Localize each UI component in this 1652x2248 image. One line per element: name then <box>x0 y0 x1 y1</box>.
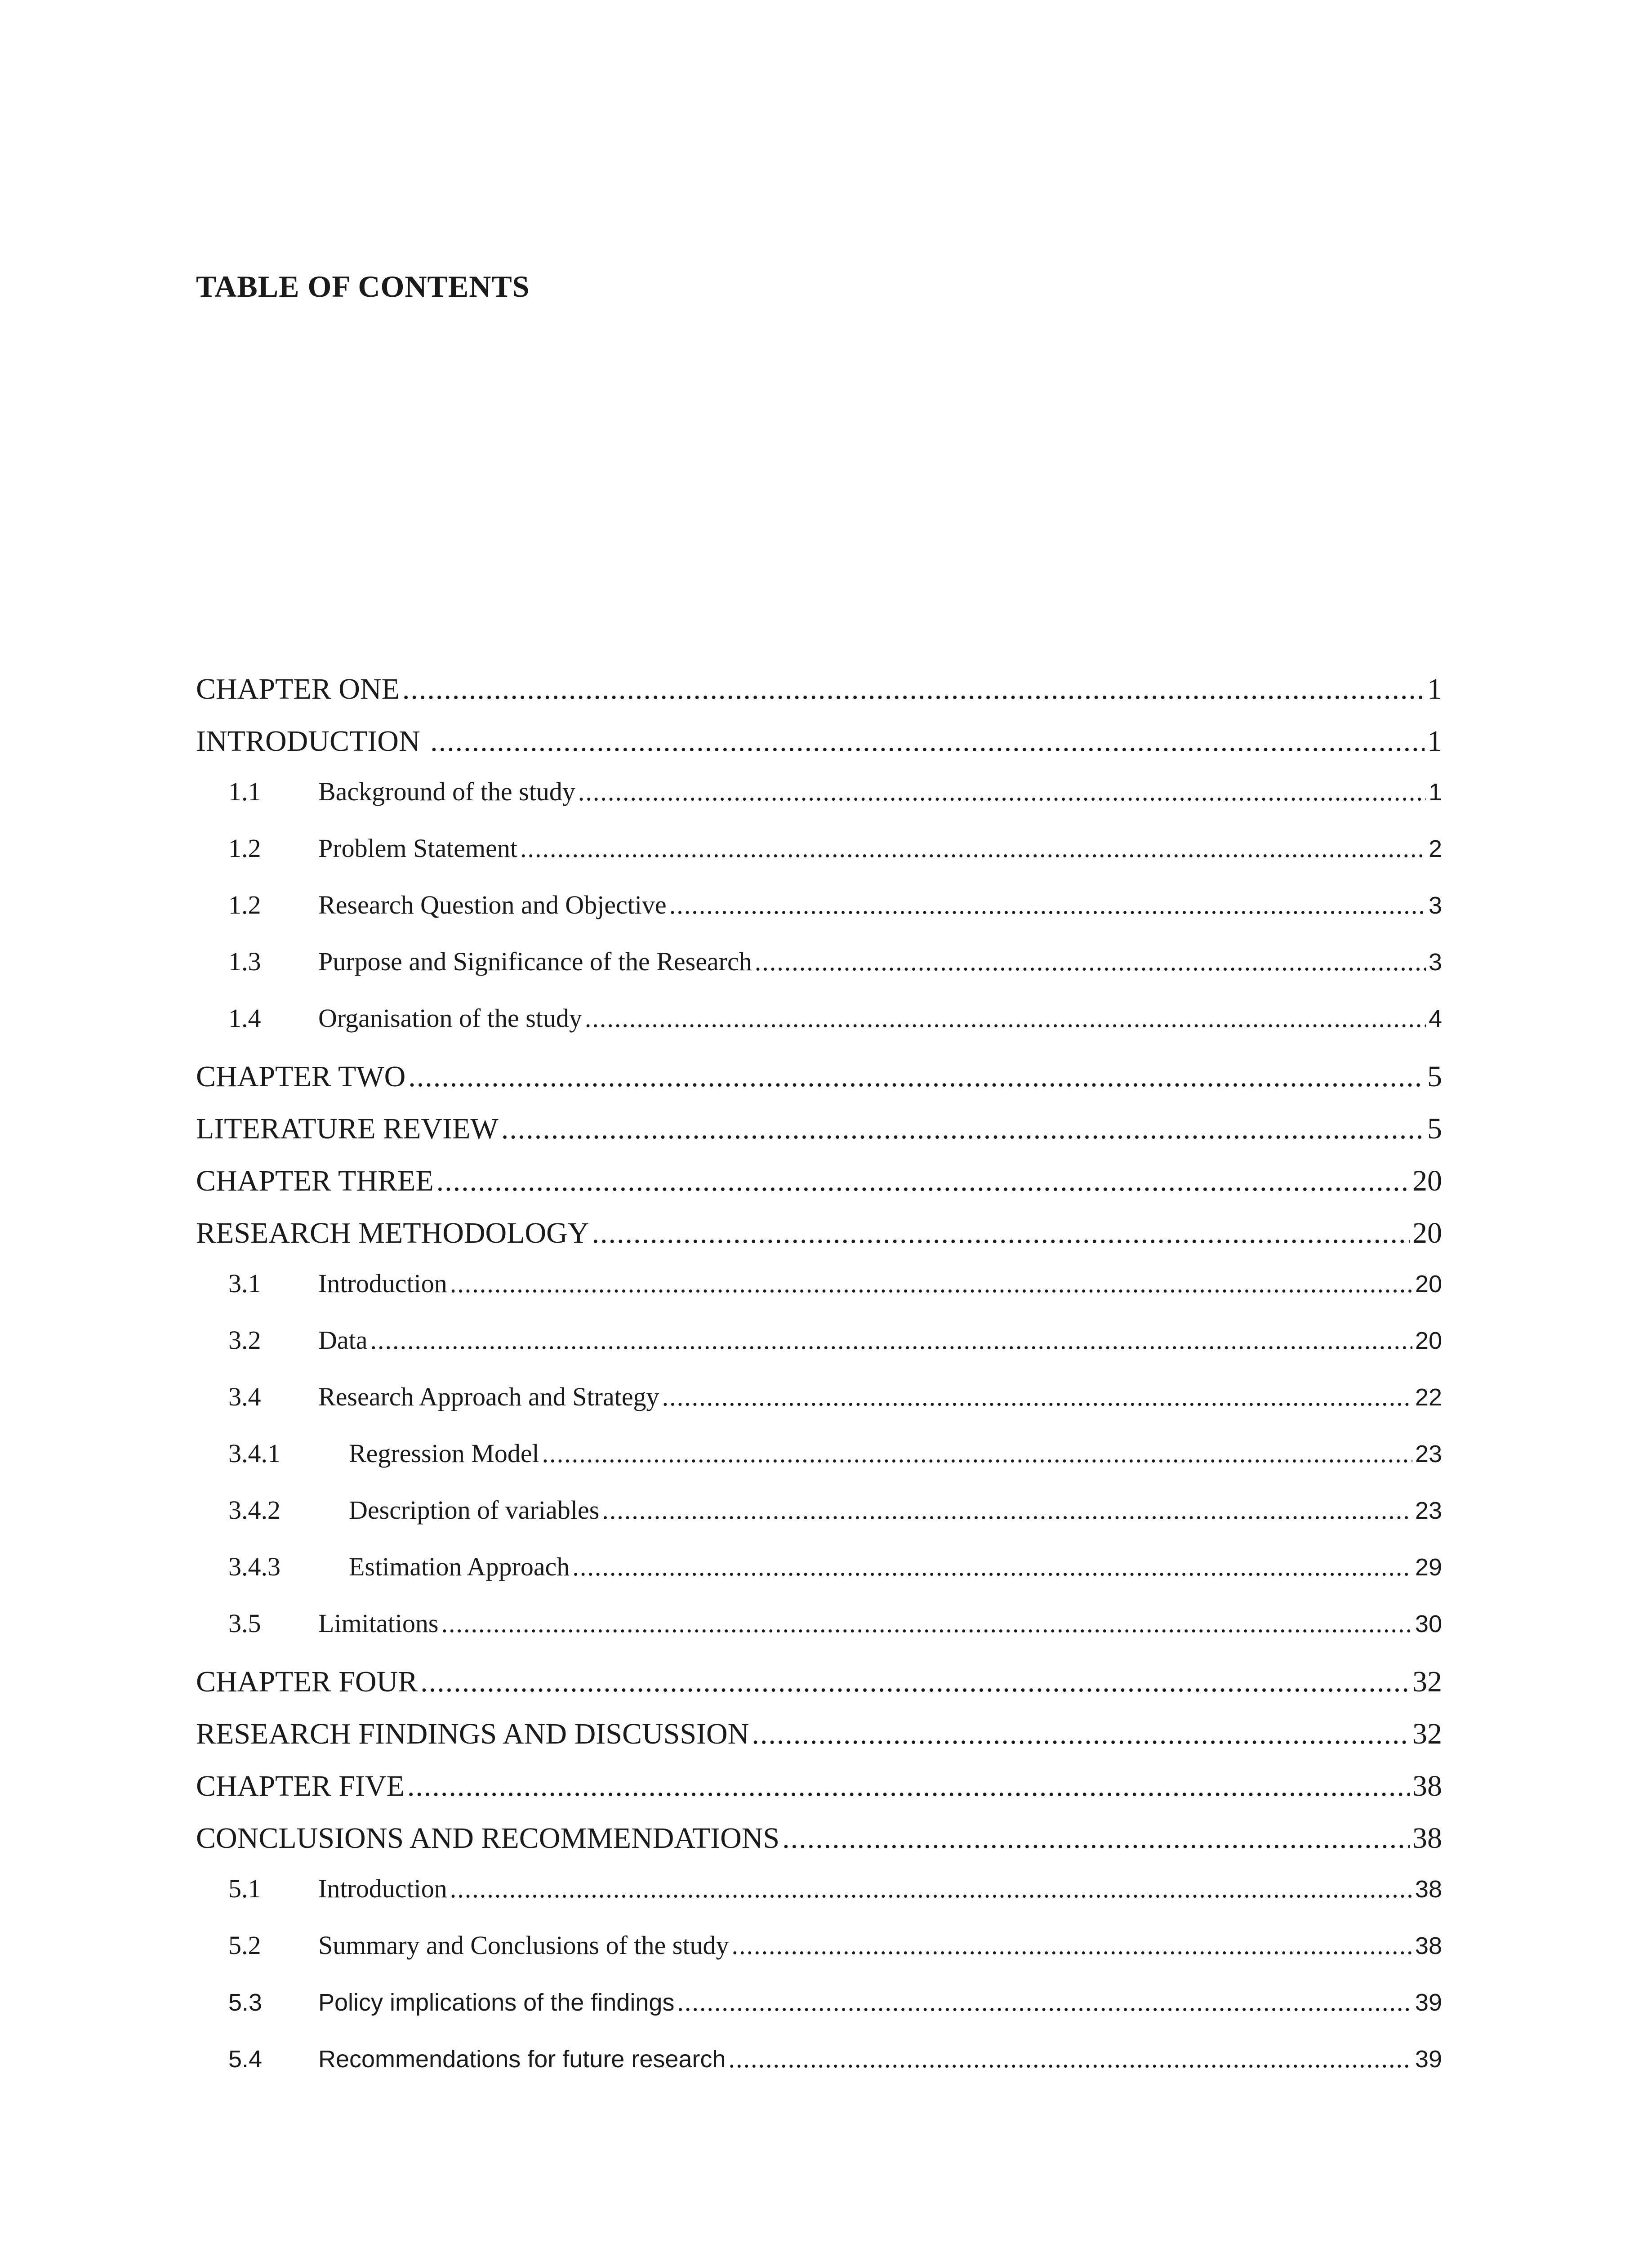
toc-entry-number: 3.4 <box>228 1382 261 1411</box>
dot-leader <box>370 1325 1412 1355</box>
dot-leader <box>542 1438 1412 1468</box>
dot-leader <box>407 1769 1410 1803</box>
toc-entry-page-number: 38 <box>1415 1876 1442 1903</box>
toc-entry-label: RESEARCH FINDINGS AND DISCUSSION <box>196 1717 749 1750</box>
page-title: TABLE OF CONTENTS <box>196 269 530 303</box>
toc-entry-page-number: 38 <box>1415 1932 1442 1959</box>
toc-entry-page-number: 23 <box>1415 1497 1442 1524</box>
toc-entry-label: Introduction <box>318 1269 447 1298</box>
toc-entry <box>196 1268 1442 1325</box>
toc-entry-page-number: 5 <box>1427 1112 1442 1145</box>
dot-leader <box>752 1717 1410 1751</box>
toc-entry-label: Data <box>318 1325 368 1355</box>
toc-entry-label: Purpose and Significance of the Research <box>318 947 752 976</box>
toc-entry <box>196 1438 1442 1495</box>
toc-entry <box>196 724 1442 776</box>
toc-entry-label: CONCLUSIONS AND RECOMMENDATIONS <box>196 1822 780 1855</box>
toc-entry-number: 5.1 <box>228 1874 261 1903</box>
toc-entry <box>196 1873 1442 1930</box>
toc-entry-page-number: 32 <box>1412 1665 1442 1698</box>
toc-entry-number: 1.3 <box>228 947 261 976</box>
toc-entry-label: Regression Model <box>349 1439 539 1468</box>
toc-entry-page-number: 39 <box>1415 2046 1442 2073</box>
toc-entry <box>196 1930 1442 1987</box>
toc-entry-number: 1.2 <box>228 890 261 919</box>
toc-entry-page-number: 1 <box>1428 779 1442 806</box>
toc-entry-number: 3.1 <box>228 1269 261 1298</box>
toc-entry-number: 5.2 <box>228 1931 261 1960</box>
toc-entry-label: Recommendations for future research <box>318 2046 726 2073</box>
toc-entry <box>196 1552 1442 1608</box>
dot-leader <box>430 724 1425 758</box>
toc-entry-page-number: 1 <box>1427 673 1442 705</box>
dot-leader <box>501 1112 1425 1146</box>
toc-entry-label: CHAPTER THREE <box>196 1164 434 1197</box>
dot-leader <box>585 1003 1426 1033</box>
toc-entry-number: 1.1 <box>228 777 261 806</box>
toc-entry-number: 1.2 <box>228 834 261 863</box>
dot-leader <box>662 1382 1412 1412</box>
toc-entry-label: Problem Statement <box>318 834 517 863</box>
toc-entry-page-number: 2 <box>1428 835 1442 862</box>
dot-leader <box>677 1987 1412 2017</box>
toc-entry <box>196 1769 1442 1821</box>
dot-leader <box>669 890 1426 920</box>
dot-leader <box>450 1873 1412 1904</box>
toc-entry <box>196 1495 1442 1552</box>
toc-entry-page-number: 4 <box>1428 1005 1442 1032</box>
dot-leader <box>578 776 1426 807</box>
toc-entry-label: LITERATURE REVIEW <box>196 1112 499 1145</box>
dot-leader <box>450 1268 1412 1298</box>
toc-entry-number: 5.4 <box>228 2046 263 2073</box>
dot-leader <box>592 1216 1410 1250</box>
toc-entry <box>196 672 1442 724</box>
toc-entry <box>196 833 1442 890</box>
toc-entry-number: 3.2 <box>228 1325 261 1355</box>
toc-entry <box>196 1821 1442 1873</box>
toc-entry-label: Organisation of the study <box>318 1004 582 1033</box>
toc-entry-label: Estimation Approach <box>349 1552 570 1581</box>
toc-entry-label: Research Question and Objective <box>318 890 667 919</box>
toc-entry-page-number: 5 <box>1427 1060 1442 1093</box>
toc-entry-page-number: 29 <box>1415 1554 1442 1581</box>
dot-leader <box>782 1821 1410 1855</box>
toc-entry-page-number: 1 <box>1427 725 1442 758</box>
toc-entry <box>196 2043 1442 2100</box>
toc-entry <box>196 1717 1442 1769</box>
toc-entry <box>196 1608 1442 1665</box>
toc-entry <box>196 1325 1442 1382</box>
toc-entry-label: Description of variables <box>349 1495 600 1525</box>
toc-entry-label: INTRODUCTION <box>196 725 428 758</box>
toc-entry-page-number: 20 <box>1415 1327 1442 1354</box>
toc-entry-label: Limitations <box>318 1609 439 1638</box>
toc-entry <box>196 890 1442 946</box>
toc-entry-label: CHAPTER TWO <box>196 1060 406 1093</box>
toc-entry <box>196 1112 1442 1164</box>
toc-entry <box>196 1665 1442 1717</box>
toc-entry-page-number: 20 <box>1412 1164 1442 1197</box>
toc-entry-label: CHAPTER FIVE <box>196 1770 405 1802</box>
dot-leader <box>602 1495 1412 1525</box>
toc-entry-number: 3.5 <box>228 1609 261 1638</box>
toc-entry-page-number: 38 <box>1412 1822 1442 1855</box>
toc-list <box>196 672 1442 2100</box>
toc-entry-number: 1.4 <box>228 1004 261 1033</box>
toc-entry-label: Introduction <box>318 1874 447 1903</box>
toc-entry <box>196 1060 1442 1112</box>
toc-entry <box>196 1987 1442 2043</box>
toc-entry-page-number: 32 <box>1412 1717 1442 1750</box>
dot-leader <box>402 672 1425 706</box>
toc-entry-page-number: 20 <box>1415 1271 1442 1298</box>
toc-entry-number: 3.4.1 <box>228 1439 281 1468</box>
dot-leader <box>520 833 1426 863</box>
toc-entry-label: Background of the study <box>318 777 575 806</box>
toc-entry-number: 5.3 <box>228 1989 263 2016</box>
toc-entry-number: 3.4.3 <box>228 1552 281 1581</box>
dot-leader <box>755 946 1426 977</box>
dot-leader <box>420 1665 1410 1699</box>
toc-entry-number: 3.4.2 <box>228 1495 281 1525</box>
toc-entry-page-number: 3 <box>1428 949 1442 976</box>
toc-entry-label: CHAPTER FOUR <box>196 1665 418 1698</box>
dot-leader <box>441 1608 1412 1638</box>
toc-entry <box>196 776 1442 833</box>
toc-entry <box>196 946 1442 1003</box>
dot-leader <box>731 1930 1412 1960</box>
toc-entry-page-number: 39 <box>1415 1989 1442 2016</box>
toc-entry-page-number: 23 <box>1415 1441 1442 1467</box>
toc-entry <box>196 1216 1442 1268</box>
toc-entry <box>196 1164 1442 1216</box>
toc-entry-label: Policy implications of the findings <box>318 1989 675 2016</box>
toc-entry <box>196 1003 1442 1060</box>
toc-entry-label: Research Approach and Strategy <box>318 1382 659 1411</box>
dot-leader <box>728 2043 1412 2074</box>
toc-entry-page-number: 38 <box>1412 1770 1442 1802</box>
toc-entry-label: Summary and Conclusions of the study <box>318 1931 729 1960</box>
dot-leader <box>572 1552 1412 1582</box>
toc-entry-label: RESEARCH METHODOLOGY <box>196 1217 589 1249</box>
toc-entry-page-number: 30 <box>1415 1610 1442 1637</box>
toc-entry <box>196 1382 1442 1438</box>
toc-entry-page-number: 3 <box>1428 892 1442 919</box>
toc-entry-label: CHAPTER ONE <box>196 673 400 705</box>
dot-leader <box>436 1164 1410 1198</box>
toc-entry-page-number: 22 <box>1415 1384 1442 1411</box>
toc-entry-page-number: 20 <box>1412 1217 1442 1249</box>
dot-leader <box>408 1060 1425 1094</box>
